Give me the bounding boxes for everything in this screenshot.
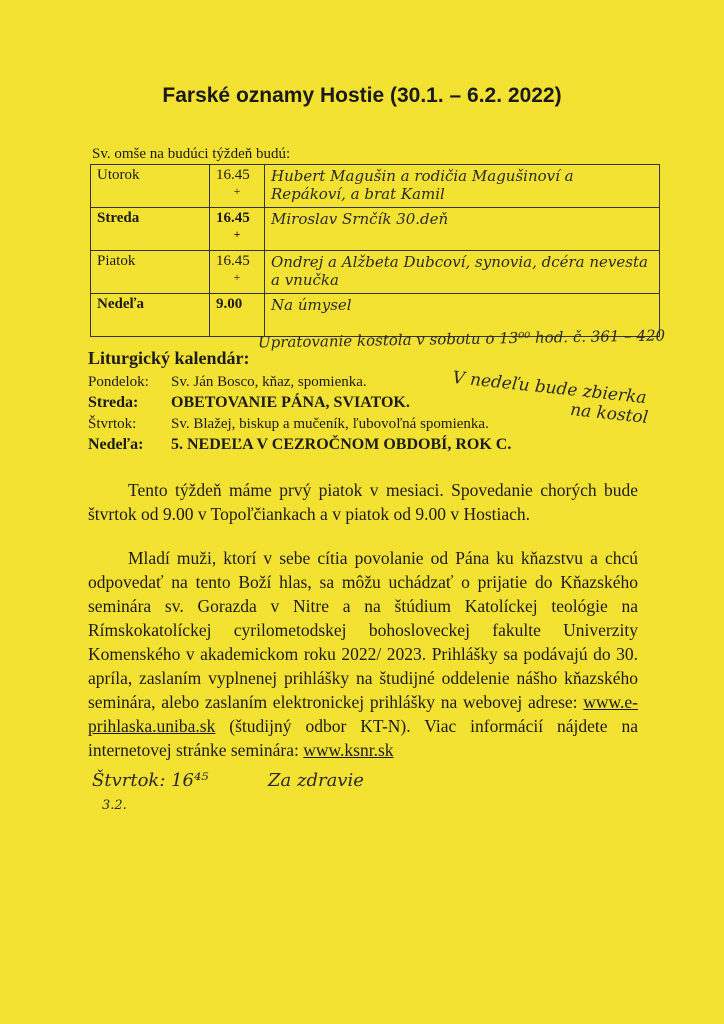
calendar-row xyxy=(88,374,367,391)
calendar-heading: Liturgický kalendár: xyxy=(88,348,250,368)
page-title: Farské oznamy Hostie (30.1. – 6.2. 2022) xyxy=(162,84,562,107)
mass-intention: Hubert Magušin a rodičia Magušinoví a Repákoví, a brat Kamil xyxy=(265,165,660,208)
mass-schedule-table xyxy=(90,164,660,337)
cross-icon: + xyxy=(233,270,241,284)
mass-day: Streda xyxy=(91,208,210,251)
mass-time: 16.45 xyxy=(216,210,250,226)
paragraph-seminary-text-2: (študijný odbor KT-N). Viac informácií nájdete na internetovej stránke seminára: xyxy=(88,716,638,760)
mass-time-cell xyxy=(210,294,265,337)
calendar-text: Sv. Blažej, biskup a mučeník, ľubovoľná spomienka. xyxy=(171,416,489,432)
handwritten-health-intention: Za zdravie xyxy=(268,770,364,791)
mass-row xyxy=(91,165,660,208)
mass-time: 16.45 xyxy=(216,167,250,183)
calendar-row xyxy=(88,394,410,412)
cross-icon: + xyxy=(233,227,241,241)
mass-intention: Miroslav Srnčík 30.deň xyxy=(265,208,660,251)
calendar-row xyxy=(88,416,489,433)
calendar-day: Pondelok: xyxy=(88,374,149,390)
mass-time-cell xyxy=(210,251,265,294)
mass-time: 16.45 xyxy=(216,253,250,269)
handwritten-thursday-mass: Štvrtok: 16⁴⁵ xyxy=(92,770,209,791)
mass-time: 9.00 xyxy=(216,296,243,312)
calendar-row xyxy=(88,436,511,454)
calendar-day: Štvrtok: xyxy=(88,416,137,432)
mass-time-cell xyxy=(210,165,265,208)
handwritten-collection-note-2: na kostol xyxy=(569,399,650,429)
mass-row xyxy=(91,208,660,251)
mass-day: Utorok xyxy=(91,165,210,208)
calendar-day: Nedeľa: xyxy=(88,436,144,453)
handwritten-cleaning-note: Upratovanie kostola v sobotu o 13⁰⁰ hod. č. 361 – 420 xyxy=(257,326,666,352)
paragraph-first-friday xyxy=(88,478,638,526)
paragraph-first-friday-text: Tento týždeň máme prvý piatok v mesiaci. Spovedanie chorých bude štvrtok od 9.00 v Topoľčiankach a v piatok od 9.00 v Hostiach. xyxy=(88,480,638,524)
calendar-day: Streda: xyxy=(88,394,139,411)
mass-day: Piatok xyxy=(91,251,210,294)
calendar-text: OBETOVANIE PÁNA, SVIATOK. xyxy=(171,394,410,411)
link-e-prihlaska[interactable]: www.e-prihlaska.uniba.sk xyxy=(88,692,638,736)
mass-time-cell xyxy=(210,208,265,251)
paragraph-seminary-text: Mladí muži, ktorí v sebe cítia povolanie od Pána ku kňazstvu a chcú odpovedať na tento Boží hlas, sa môžu uchádzať o prijatie do Kňazského seminára sv. Gorazda v Nitre a na štúdium Katolíckej teológie na Rímskokatolíckej cyrilometodskej bohosloveckej fakulte Univerzity Komenského v akademickom roku 2022/ 2023. Prihlášky sa podávajú do 30. apríla, zaslaním vyplnenej prihlášky na študijné oddelenie nášho kňazského seminára, alebo zaslaním elektronickej prihlášky na webovej adrese: xyxy=(88,548,638,712)
calendar-text: Sv. Ján Bosco, kňaz, spomienka. xyxy=(171,374,367,390)
mass-intro: Sv. omše na budúci týždeň budú: xyxy=(92,146,291,162)
paragraph-seminary xyxy=(88,546,638,762)
handwritten-collection-note: V nedeľu bude zbierka xyxy=(451,367,648,409)
mass-day: Nedeľa xyxy=(91,294,210,337)
mass-intention: Na úmysel xyxy=(265,294,660,337)
handwritten-date: 3.2. xyxy=(102,798,127,813)
mass-row xyxy=(91,251,660,294)
link-ksnr[interactable]: www.ksnr.sk xyxy=(303,740,394,760)
cross-icon: + xyxy=(233,184,241,198)
calendar-text: 5. NEDEĽA V CEZROČNOM OBDOBÍ, ROK C. xyxy=(171,436,512,453)
mass-intention: Ondrej a Alžbeta Dubcoví, synovia, dcéra nevesta a vnučka xyxy=(265,251,660,294)
